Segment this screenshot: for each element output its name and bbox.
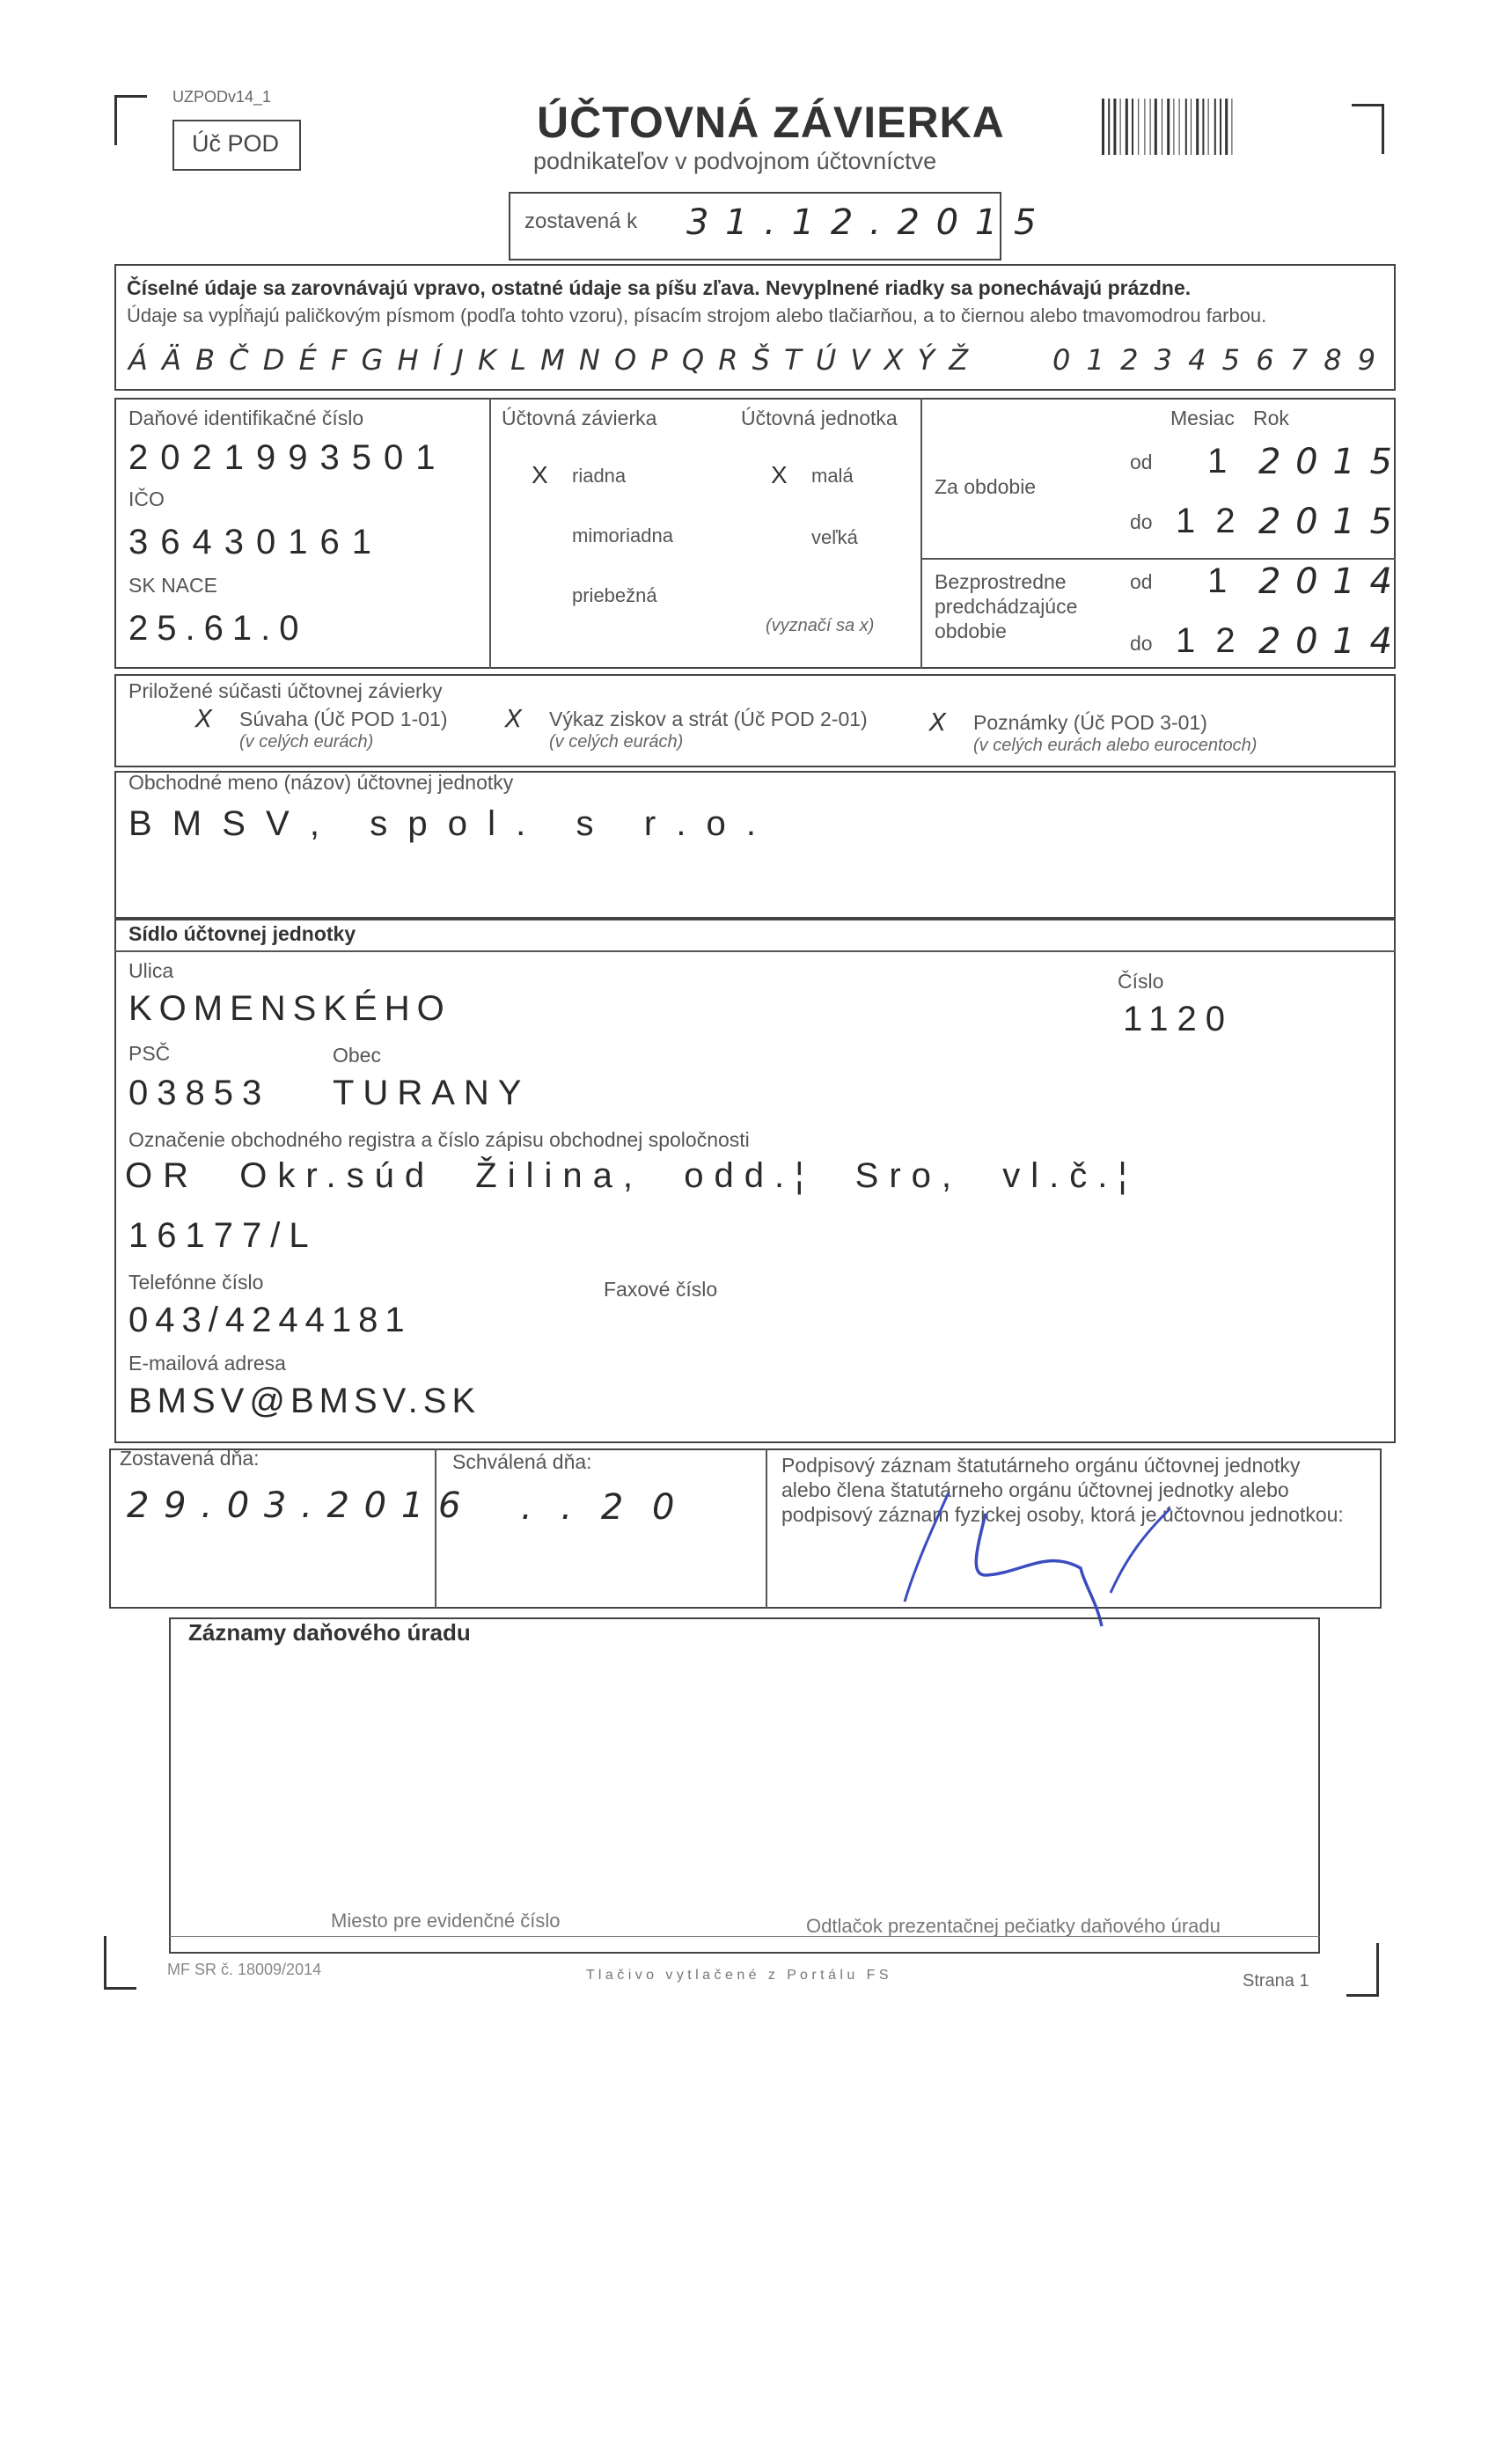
barcode-bar xyxy=(1173,99,1174,155)
tax-office-label: Záznamy daňového úradu xyxy=(188,1619,471,1646)
evidence-number-label: Miesto pre evidenčné číslo xyxy=(331,1910,561,1932)
barcode xyxy=(1102,99,1313,155)
previous-from-month: 1 xyxy=(1207,561,1240,600)
current-from-month: 1 xyxy=(1207,442,1240,480)
previous-period-label-2: predchádzajúce xyxy=(935,595,1078,618)
year-header: Rok xyxy=(1253,407,1289,429)
signature-label-3: podpisový záznam fyzickej osoby, ktorá je účtovnou jednotkou: xyxy=(781,1503,1344,1526)
form-title: ÚČTOVNÁ ZÁVIERKA xyxy=(537,98,1005,147)
previous-to-label: do xyxy=(1130,632,1153,655)
sample-digits: 0 1 2 3 4 5 6 7 8 9 xyxy=(1052,343,1380,377)
interim-option: priebežná xyxy=(572,584,657,606)
approved-on-value: . . 2 0 xyxy=(521,1487,684,1528)
barcode-bar xyxy=(1179,99,1180,155)
current-from-label: od xyxy=(1130,451,1153,473)
barcode-bar xyxy=(1225,99,1228,155)
divider xyxy=(766,1448,767,1609)
tax-office-box xyxy=(169,1617,1320,1954)
barcode-bar xyxy=(1202,99,1204,155)
entity-type-label: Účtovná jednotka xyxy=(741,407,898,429)
street-value: KOMENSKÉHO xyxy=(128,989,451,1028)
company-name-value: B M S V , s p o l . s r . o . xyxy=(128,804,762,843)
barcode-bar xyxy=(1208,99,1209,155)
current-to-year: 2 0 1 5 xyxy=(1258,502,1394,542)
dic-value: 2021993501 xyxy=(128,438,448,477)
ordinary-option: riadna xyxy=(572,465,627,487)
city-value: TURANY xyxy=(333,1074,531,1112)
registry-line-1: OR Okr.súd Žilina, odd.¦ Sro, vl.č.¦ xyxy=(125,1156,1138,1195)
nace-value: 25.61.0 xyxy=(128,609,308,648)
previous-period-label-1: Bezprostredne xyxy=(935,570,1067,593)
barcode-bar xyxy=(1113,99,1116,155)
ordinary-checkbox-mark[interactable]: X xyxy=(532,461,548,488)
street-label: Ulica xyxy=(128,959,174,982)
current-to-label: do xyxy=(1130,510,1153,533)
ico-value: 36430161 xyxy=(128,523,384,561)
printed-note: T l a č i v o v y t l a č e n é z P o r t á l u F S xyxy=(586,1968,889,1983)
month-header: Mesiac xyxy=(1170,407,1235,429)
corner-mark-bottom-right xyxy=(1346,1943,1379,1997)
phone-label: Telefónne číslo xyxy=(128,1271,264,1294)
sample-letters: Á Ä B Č D É F G H Í J K L M N O P Q R Š T Ú V X Ý Ž xyxy=(128,343,972,377)
dic-label: Daňové identifikačné číslo xyxy=(128,407,364,429)
ministry-reference: MF SR č. 18009/2014 xyxy=(167,1961,322,1978)
city-label: Obec xyxy=(333,1044,381,1067)
divider xyxy=(114,950,1396,952)
form-code: UZPODv14_1 xyxy=(172,88,272,106)
entity-type-note: (vyznačí sa x) xyxy=(766,616,875,635)
attachment-1-mark[interactable]: X xyxy=(195,704,213,733)
divider xyxy=(920,558,1396,560)
previous-to-year: 2 0 1 4 xyxy=(1258,621,1394,662)
attachment-3-mark[interactable]: X xyxy=(929,708,947,737)
page-number: Strana 1 xyxy=(1243,1971,1309,1991)
statement-type-label: Účtovná závierka xyxy=(502,407,657,429)
barcode-bar xyxy=(1132,99,1133,155)
instructions-line-1: Číselné údaje sa zarovnávajú vpravo, ostatné údaje sa píšu zľava. Nevyplnené riadky sa ponechávajú prázdne. xyxy=(127,276,1192,299)
registry-line-2: 16177/L xyxy=(128,1216,318,1255)
form-subtitle: podnikateľov v podvojnom účtovníctve xyxy=(533,148,937,174)
address-section-label: Sídlo účtovnej jednotky xyxy=(128,922,356,945)
previous-period-label-3: obdobie xyxy=(935,620,1007,642)
attachment-3: Poznámky (Úč POD 3-01) xyxy=(973,711,1207,734)
corner-mark-top-right xyxy=(1352,104,1384,154)
barcode-bar xyxy=(1155,99,1157,155)
attachment-2: Výkaz ziskov a strát (Úč POD 2-01) xyxy=(549,708,868,730)
barcode-bar xyxy=(1150,99,1151,155)
compiled-on-label: Zostavená dňa: xyxy=(120,1447,260,1470)
current-to-month: 1 2 xyxy=(1176,502,1241,540)
current-period-label: Za obdobie xyxy=(935,475,1037,498)
barcode-bar xyxy=(1120,99,1121,155)
current-from-year: 2 0 1 5 xyxy=(1258,442,1394,482)
instructions-line-2: Údaje sa vypĺňajú paličkovým písmom (podľa tohto vzoru), písacím strojom alebo tlačiarňou, a to čiernou alebo tmavomodrou farbou. xyxy=(127,304,1267,326)
signature-label-2: alebo člena štatutárneho orgánu účtovnej jednotky alebo xyxy=(781,1478,1289,1501)
number-label: Číslo xyxy=(1118,970,1164,993)
barcode-bar xyxy=(1191,99,1192,155)
signature-label-1: Podpisový záznam štatutárneho orgánu účtovnej jednotky xyxy=(781,1454,1301,1477)
phone-value: 043/4244181 xyxy=(128,1301,412,1339)
number-value: 1120 xyxy=(1123,1000,1235,1038)
attachment-2-mark[interactable]: X xyxy=(505,704,523,733)
email-label: E-mailová adresa xyxy=(128,1352,286,1375)
barcode-bar xyxy=(1220,99,1221,155)
zip-label: PSČ xyxy=(128,1042,171,1065)
barcode-bar xyxy=(1196,99,1199,155)
signature xyxy=(854,1461,1206,1637)
compiled-date-label: zostavená k xyxy=(524,209,638,233)
barcode-bar xyxy=(1138,99,1139,155)
compiled-on-value: 2 9 . 0 3 . 2 0 1 6 xyxy=(127,1485,463,1526)
previous-from-label: od xyxy=(1130,570,1153,593)
small-checkbox-mark[interactable]: X xyxy=(771,461,788,488)
form-box-label: Úč POD xyxy=(192,130,280,157)
stamp-label: Odtlačok prezentačnej pečiatky daňového úradu xyxy=(806,1915,1221,1937)
small-option: malá xyxy=(811,465,854,487)
ico-label: IČO xyxy=(128,488,165,510)
attachments-label: Priložené súčasti účtovnej závierky xyxy=(128,679,443,702)
corner-mark-bottom-left xyxy=(104,1936,136,1990)
attachment-1-note: (v celých eurách) xyxy=(239,732,374,752)
divider xyxy=(920,398,922,669)
approved-on-label: Schválená dňa: xyxy=(452,1450,592,1473)
barcode-bar xyxy=(1126,99,1128,155)
divider xyxy=(435,1448,436,1609)
zip-value: 03853 xyxy=(128,1074,271,1112)
compiled-date-value: 3 1 . 1 2 . 2 0 1 5 xyxy=(686,202,1039,243)
attachment-1: Súvaha (Úč POD 1-01) xyxy=(239,708,448,730)
previous-from-year: 2 0 1 4 xyxy=(1258,561,1394,602)
email-value: BMSV@BMSV.SK xyxy=(128,1382,481,1420)
barcode-bar xyxy=(1214,99,1216,155)
attachment-3-note: (v celých eurách alebo eurocentoch) xyxy=(973,736,1258,755)
barcode-bar xyxy=(1102,99,1104,155)
large-option: veľká xyxy=(811,526,858,548)
company-name-label: Obchodné meno (názov) účtovnej jednotky xyxy=(128,771,514,794)
barcode-bar xyxy=(1167,99,1170,155)
corner-mark-top-left xyxy=(114,95,147,145)
attachment-2-note: (v celých eurách) xyxy=(549,732,684,752)
fax-label: Faxové číslo xyxy=(604,1278,718,1301)
nace-label: SK NACE xyxy=(128,574,217,597)
divider xyxy=(489,398,491,669)
registry-label: Označenie obchodného registra a číslo zápisu obchodnej spoločnosti xyxy=(128,1128,750,1151)
barcode-bar xyxy=(1144,99,1145,155)
barcode-bar xyxy=(1185,99,1187,155)
previous-to-month: 1 2 xyxy=(1176,621,1241,660)
extraordinary-option: mimoriadna xyxy=(572,524,673,546)
barcode-bar xyxy=(1231,99,1232,155)
barcode-bar xyxy=(1108,99,1110,155)
